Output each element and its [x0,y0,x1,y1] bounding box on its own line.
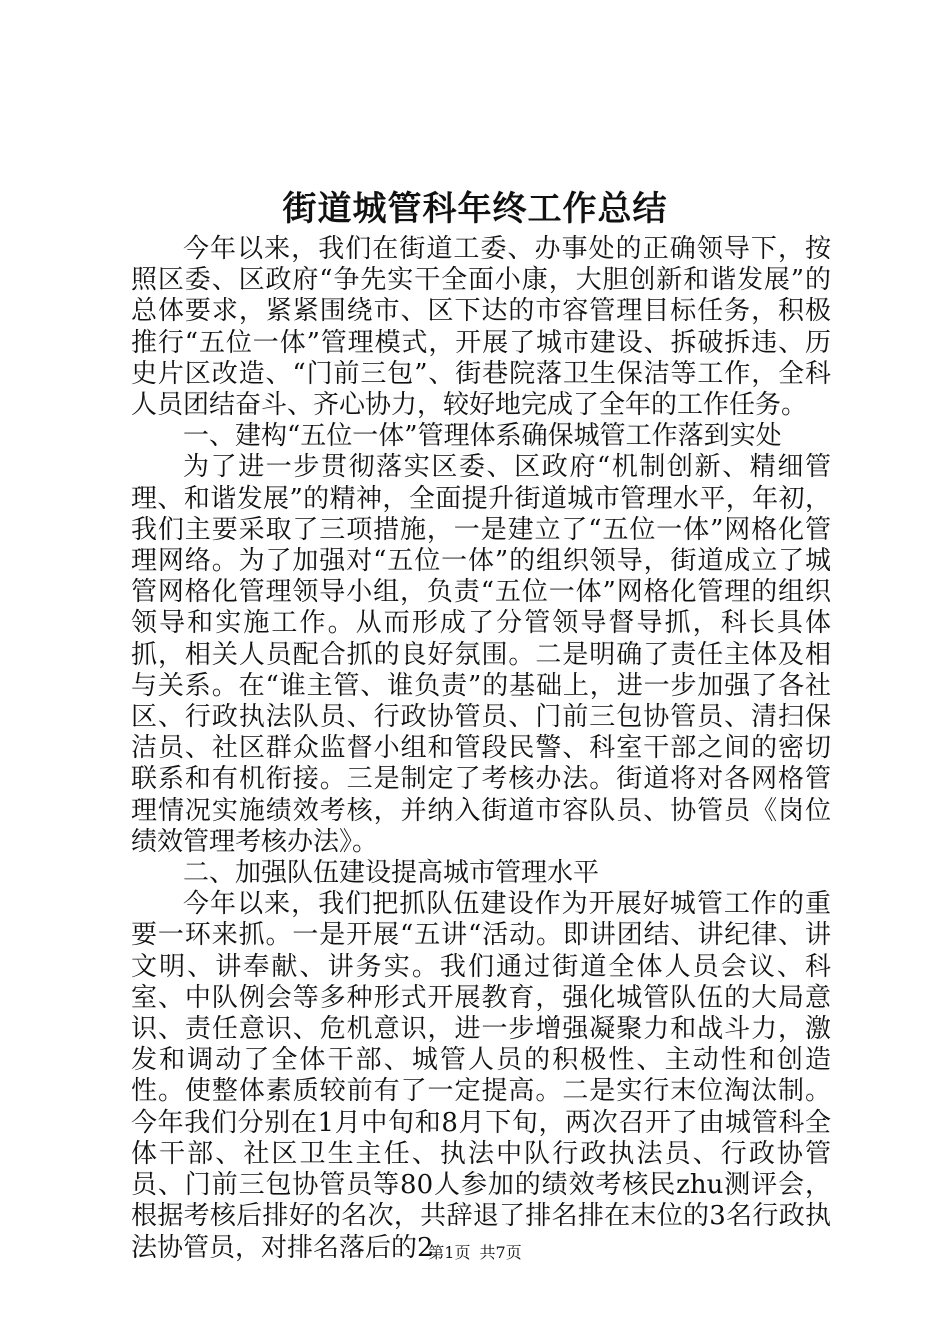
page-total: 共7页 [479,1243,522,1262]
document-title: 街道城管科年终工作总结 [282,189,668,229]
document-body [131,234,831,1264]
intro-paragraph: 今年以来，我们在街道工委、办事处的正确领导下，按照区委、区政府“争先实干全面小康，大胆创新和谐发展”的总体要求，紧紧围绕市、区下达的市容管理目标任务，积极推行“五位一体”管理模式，开展了城市建设、拆破拆违、历史片区改造、“门前三包”、街巷院落卫生保洁等工作，全科人员团结奋斗、齐心协力，较好地完成了全年的工作任务。 [131,234,831,421]
section-heading-2: 二、加强队伍建设提高城市管理水平 [183,858,600,889]
section-2-paragraph: 今年以来，我们把抓队伍建设作为开展好城管工作的重要一环来抓。一是开展“五讲“活动。即讲团结、讲纪律、讲文明、讲奉献、讲务实。我们通过街道全体人员会议、科室、中队例会等多种形式开展教育，强化城管队伍的大局意识、责任意识、危机意识，进一步增强凝聚力和战斗力，激发和调动了全体干部、城管人员的积极性、主动性和创造性。使整体素质较前有了一定提高。二是实行末位淘汰制。今年我们分别在1月中旬和8月下旬，两次召开了由城管科全体干部、社区卫生主任、执法中队行政执法员、行政协管员、门前三包协管员等80人参加的绩效考核民zhu测评会，根据考核后排好的名次，共辞退了排名排在末位的3名行政执法协管员，对排名落后的2 [131,889,831,1263]
section-heading-1: 一、建构“五位一体”管理体系确保城管工作落到实处 [183,421,782,452]
section-1-paragraph: 为了进一步贯彻落实区委、区政府“机制创新、精细管理、和谐发展”的精神，全面提升街道城市管理水平，年初，我们主要采取了三项措施，一是建立了“五位一体”网格化管理网络。为了加强对“五位一体”的组织领导，街道成立了城管网格化管理领导小组，负责“五位一体”网格化管理的组织领导和实施工作。从而形成了分管领导督导抓，科长具体抓，相关人员配合抓的良好氛围。二是明确了责任主体及相与关系。在“谁主管、谁负责”的基础上，进一步加强了各社区、行政执法队员、行政协管员、门前三包协管员、清扫保洁员、社区群众监督小组和管段民警、科室干部之间的密切联系和有机衔接。三是制定了考核办法。街道将对各网格管理情况实施绩效考核，并纳入街道市容队员、协管员《岗位绩效管理考核办法》。 [131,452,831,857]
page-number: 第1页 [428,1243,471,1262]
page-footer [0,1242,950,1264]
